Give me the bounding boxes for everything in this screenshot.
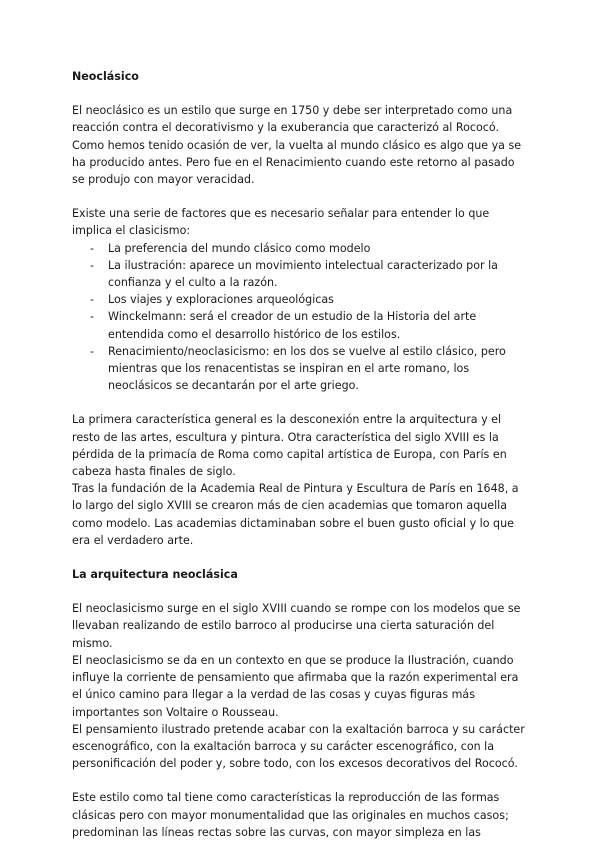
list-item: - Winckelmann: será el creador de un estudio de la Historia del arte entendida como el desarrollo histórico de los estilos. (90, 308, 528, 342)
list-item: - Renacimiento/neoclasicismo: en los dos se vuelve al estilo clásico, pero mientras que los renacentistas se inspiran en el arte romano, los neoclásicos se decantarán por el arte griego. (90, 343, 528, 395)
list-item: - La ilustración: aparece un movimiento intelectual caracterizado por la confianza y el culto a la razón. (90, 257, 528, 291)
factors-list (72, 240, 528, 395)
list-item: - Los viajes y exploraciones arqueológicas (90, 291, 528, 308)
section-title-neoclasico: Neoclásico (72, 70, 139, 83)
paragraph-context: El neoclasicismo se da en un contexto en que se produce la Ilustración, cuando influye la corriente de pensamiento que afirmaba que la razón experimental era el único camino para llegar a la verdad de las cosas y cuyas figuras más importantes son Voltaire o Rousseau. (72, 653, 519, 719)
paragraph-factors: Existe una serie de factores que es necesario señalar para entender lo que implica el clasicismo: (72, 207, 490, 238)
paragraph-style: Este estilo como tal tiene como características la reproducción de las formas clásicas pero con mayor monumentalidad que las originales en muchos casos; predominan las líneas rectas sobre las curvas, con mayor simpleza en las (72, 791, 509, 839)
paragraph-thought: El pensamiento ilustrado pretende acabar con la exaltación barroca y su carácter escenográfico, con la exaltación barroca y su carácter escenográfico, con la personificación del poder y, sobre todo, con los excesos decorativos del Rococó. (72, 722, 525, 771)
section-title-arquitectura: La arquitectura neoclásica (72, 568, 238, 582)
paragraph-origin: El neoclasicismo surge en el siglo XVIII cuando se rompe con los modelos que se llevaban realizando de estilo barroco al producirse una cierta saturación del mismo. (72, 602, 521, 650)
paragraph-intro: El neoclásico es un estilo que surge en 1750 y debe ser interpretado como una reacción contra el decorativismo y la exuberancia que caracterizó al Rococó. Como hemos tenido ocasión de ver, la vuelta al mundo clásico es algo que ya se ha producido antes. Pero fue en el Renacimiento cuando este retorno al pasado se produjo con mayor veracidad. (72, 104, 522, 187)
paragraph-characteristics: La primera característica general es la desconexión entre la arquitectura y el resto de las artes, escultura y pintura. Otra característica del siglo XVIII es la pérdida de la primacía de Roma como capital artística de Europa, con París en cabeza hasta finales de siglo. (72, 413, 507, 479)
list-item: - La preferencia del mundo clásico como modelo (90, 240, 528, 257)
paragraph-academies: Tras la fundación de la Academia Real de Pintura y Escultura de París en 1648, a lo largo del siglo XVIII se crearon más de cien academias que tomaron aquella como modelo. Las academias dictaminaban sobre el buen gusto oficial y lo que era el verdadero arte. (72, 482, 519, 547)
